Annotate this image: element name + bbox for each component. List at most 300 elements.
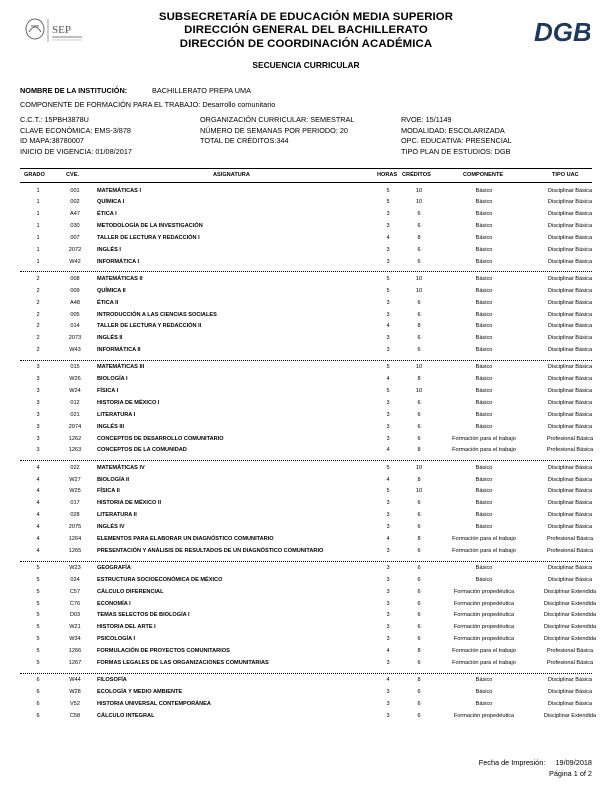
cell-horas: 5 (386, 364, 390, 371)
cell-clave: C58 (69, 712, 81, 719)
cell-creditos: 10 (415, 287, 423, 294)
cell-tipo-uac: Disciplinar Básica (547, 388, 593, 395)
meta-cct: C.C.T.: 15PBH3878U (20, 115, 89, 124)
cell-creditos: 8 (417, 234, 421, 241)
table-row (0, 488, 612, 499)
cell-tipo-uac: Disciplinar Básica (547, 246, 593, 253)
cell-asignatura: HISTORIA DEL ARTE I (97, 624, 156, 631)
cell-asignatura: QUÍMICA I (97, 199, 125, 206)
cell-creditos: 6 (417, 624, 421, 631)
cell-componente: Básico (475, 335, 493, 342)
table-top-rule (20, 168, 592, 169)
cell-horas: 3 (386, 335, 390, 342)
cell-grado: 4 (36, 464, 40, 471)
cell-componente: Básico (475, 423, 493, 430)
cell-componente: Formación propedéutica (453, 636, 515, 643)
cell-horas: 4 (386, 376, 390, 383)
cell-tipo-uac: Profesional Básica (546, 547, 594, 554)
cell-horas: 3 (386, 423, 390, 430)
cell-grado: 5 (36, 612, 40, 619)
cell-horas: 5 (386, 287, 390, 294)
cell-asignatura: CONCEPTOS DE DESARROLLO COMUNITARIO (97, 435, 224, 442)
cell-clave: 002 (70, 199, 80, 206)
cell-clave: 2072 (68, 246, 82, 253)
cell-clave: 1262 (68, 435, 82, 442)
cell-clave: 001 (70, 187, 80, 194)
cell-grado: 2 (36, 335, 40, 342)
cell-horas: 3 (386, 659, 390, 666)
cell-asignatura: QUÍMICA II (97, 287, 126, 294)
cell-creditos: 6 (417, 612, 421, 619)
cell-asignatura: CÁLCULO INTEGRAL (97, 712, 155, 719)
cell-grado: 1 (36, 234, 40, 241)
cell-creditos: 8 (417, 323, 421, 330)
cell-tipo-uac: Disciplinar Básica (547, 323, 593, 330)
table-row (0, 235, 612, 246)
table-row (0, 288, 612, 299)
cell-tipo-uac: Disciplinar Básica (547, 512, 593, 519)
cell-tipo-uac: Disciplinar Extendida (543, 588, 597, 595)
cell-componente: Básico (475, 677, 493, 684)
cell-asignatura: FORMAS LEGALES DE LAS ORGANIZACIONES COMUNITARIAS (97, 659, 269, 666)
cell-creditos: 10 (415, 275, 423, 282)
cell-creditos: 6 (417, 299, 421, 306)
table-row (0, 512, 612, 523)
print-date-label: Fecha de Impresión: (478, 758, 546, 767)
cell-asignatura: METODOLOGÍA DE LA INVESTIGACIÓN (97, 223, 203, 230)
cell-clave: W26 (69, 376, 81, 383)
cell-clave: 1263 (68, 447, 82, 454)
cell-tipo-uac: Disciplinar Básica (547, 335, 593, 342)
cell-grado: 2 (36, 323, 40, 330)
cell-clave: W44 (69, 677, 81, 684)
cell-grado: 1 (36, 246, 40, 253)
table-row (0, 276, 612, 287)
cell-componente: Básico (475, 223, 493, 230)
cell-componente: Formación para el trabajo (452, 447, 516, 454)
table-row (0, 323, 612, 334)
cell-grado: 5 (36, 636, 40, 643)
cell-grado: 3 (36, 388, 40, 395)
cell-grado: 3 (36, 411, 40, 418)
cell-asignatura: HISTORIA DE MÉXICO I (97, 399, 160, 406)
cell-creditos: 10 (415, 488, 423, 495)
cell-clave: W43 (69, 347, 81, 354)
cell-componente: Formación propedéutica (453, 588, 515, 595)
cell-tipo-uac: Disciplinar Básica (547, 376, 593, 383)
col-header-asignatura: ASIGNATURA (213, 172, 250, 178)
table-header-rule (20, 182, 592, 183)
cell-horas: 5 (386, 464, 390, 471)
cell-clave: 028 (70, 512, 80, 519)
meta-organizacion: ORGANIZACIÓN CURRICULAR: SEMESTRAL (200, 115, 355, 124)
cell-horas: 3 (386, 523, 390, 530)
cell-horas: 5 (386, 199, 390, 206)
cell-asignatura: HISTORIA UNIVERSAL CONTEMPORÁNEA (97, 700, 211, 707)
cell-asignatura: PSICOLOGÍA I (97, 636, 136, 643)
cell-componente: Básico (475, 700, 493, 707)
cell-asignatura: CONCEPTOS DE LA COMUNIDAD (97, 447, 187, 454)
cell-tipo-uac: Disciplinar Básica (547, 299, 593, 306)
cell-creditos: 6 (417, 246, 421, 253)
cell-tipo-uac: Disciplinar Básica (547, 488, 593, 495)
document-subtitle: SECUENCIA CURRICULAR (252, 60, 360, 71)
cell-clave: 022 (70, 464, 80, 471)
meta-rvoe: RVOE: 15/1149 (401, 115, 452, 124)
col-header-tipo-uac: TIPO UAC (552, 172, 579, 178)
cell-componente: Formación para el trabajo (452, 535, 516, 542)
cell-tipo-uac: Disciplinar Básica (547, 700, 593, 707)
table-row (0, 589, 612, 600)
cell-horas: 3 (386, 636, 390, 643)
cell-grado: 5 (36, 659, 40, 666)
cell-creditos: 6 (417, 411, 421, 418)
cell-componente: Básico (475, 689, 493, 695)
cell-componente: Básico (475, 187, 493, 194)
cell-grado: 6 (36, 689, 40, 695)
cell-horas: 3 (386, 223, 390, 230)
cell-horas: 4 (386, 476, 390, 483)
cell-asignatura: INGLÉS I (97, 246, 121, 253)
cell-creditos: 8 (417, 535, 421, 542)
dgb-logo-text: DGB (534, 17, 590, 46)
cell-tipo-uac: Disciplinar Extendida (543, 612, 597, 619)
col-header-componente: COMPONENTE (463, 172, 504, 178)
cell-horas: 3 (386, 211, 390, 218)
cell-asignatura: MATEMÁTICAS III (97, 364, 145, 371)
cell-asignatura: CÁLCULO DIFERENCIAL (97, 588, 164, 595)
cell-clave: C76 (69, 600, 81, 607)
cell-creditos: 10 (415, 187, 423, 194)
table-row (0, 689, 612, 700)
table-row (0, 400, 612, 411)
cell-asignatura: BIOLOGÍA I (97, 376, 128, 383)
cell-asignatura: LITERATURA I (97, 411, 136, 418)
cell-componente: Básico (475, 275, 493, 282)
table-row (0, 376, 612, 387)
cell-componente: Básico (475, 565, 493, 571)
cell-grado: 4 (36, 500, 40, 507)
table-row (0, 612, 612, 623)
semester-divider (20, 561, 592, 562)
table-row (0, 259, 612, 270)
semester-divider (20, 360, 592, 361)
table-row (0, 577, 612, 588)
table-row (0, 199, 612, 210)
cell-tipo-uac: Disciplinar Básica (547, 311, 593, 318)
meta-inicio-vigencia: INICIO DE VIGENCIA: 01/08/2017 (20, 146, 132, 156)
cell-creditos: 10 (415, 464, 423, 471)
cell-creditos: 6 (417, 223, 421, 230)
cell-grado: 1 (36, 187, 40, 194)
cell-tipo-uac: Profesional Básica (546, 435, 594, 442)
cell-grado: 5 (36, 588, 40, 595)
table-row (0, 536, 612, 547)
cell-grado: 4 (36, 547, 40, 554)
cell-tipo-uac: Disciplinar Básica (547, 399, 593, 406)
cell-componente: Básico (475, 246, 493, 253)
cell-horas: 3 (386, 311, 390, 318)
cell-creditos: 6 (417, 258, 421, 265)
cell-clave: 2073 (68, 335, 82, 342)
cell-tipo-uac: Disciplinar Básica (547, 199, 593, 206)
cell-horas: 3 (386, 624, 390, 631)
cell-componente: Básico (475, 311, 493, 318)
cell-grado: 1 (36, 223, 40, 230)
cell-componente: Formación propedéutica (453, 624, 515, 631)
cell-componente: Básico (475, 464, 493, 471)
cell-creditos: 8 (417, 677, 421, 684)
cell-grado: 5 (36, 565, 40, 571)
cell-asignatura: INFORMÁTICA I (97, 258, 140, 265)
cell-creditos: 6 (417, 600, 421, 607)
print-date-line (479, 758, 592, 767)
cell-componente: Básico (475, 323, 493, 330)
cell-tipo-uac: Disciplinar Básica (547, 258, 593, 265)
cell-clave: W28 (69, 689, 81, 695)
cell-horas: 3 (386, 547, 390, 554)
cell-clave: W34 (69, 636, 81, 643)
cell-asignatura: GEOGRAFÍA (97, 565, 131, 571)
cell-grado: 5 (36, 576, 40, 583)
col-header-grado: GRADO (24, 172, 45, 178)
cell-creditos: 6 (417, 523, 421, 530)
table-row (0, 601, 612, 612)
cell-tipo-uac: Disciplinar Básica (547, 275, 593, 282)
cell-asignatura: FORMULACIÓN DE PROYECTOS COMUNITARIOS (97, 647, 230, 654)
meta-semanas: NÚMERO DE SEMANAS POR PERIODO: 20 (200, 125, 348, 135)
cell-tipo-uac: Disciplinar Básica (547, 364, 593, 371)
cell-componente: Formación para el trabajo (452, 647, 516, 654)
cell-creditos: 6 (417, 335, 421, 342)
cell-horas: 3 (386, 399, 390, 406)
cell-clave: 2075 (68, 523, 82, 530)
table-row (0, 436, 612, 447)
cell-horas: 3 (386, 411, 390, 418)
cell-horas: 4 (386, 677, 390, 684)
cell-clave: 1267 (68, 659, 82, 666)
cell-tipo-uac: Profesional Básica (546, 447, 594, 454)
cell-creditos: 6 (417, 500, 421, 507)
cell-clave: 008 (70, 275, 80, 282)
meta-column-3 (401, 115, 512, 157)
cell-asignatura: INGLÉS IV (97, 523, 125, 530)
cell-tipo-uac: Disciplinar Básica (547, 464, 593, 471)
cell-clave: 1264 (68, 535, 82, 542)
cell-asignatura: TALLER DE LECTURA Y REDACCIÓN I (97, 234, 200, 241)
cell-horas: 3 (386, 612, 390, 619)
cell-creditos: 6 (417, 547, 421, 554)
table-row (0, 660, 612, 671)
table-row (0, 713, 612, 724)
cell-horas: 3 (386, 576, 390, 583)
cell-tipo-uac: Disciplinar Básica (547, 187, 593, 194)
cell-horas: 3 (386, 512, 390, 519)
col-header-creditos: CRÉDITOS (402, 172, 431, 178)
cell-grado: 3 (36, 423, 40, 430)
cell-horas: 5 (386, 388, 390, 395)
cell-clave: 1266 (68, 647, 82, 654)
cell-tipo-uac: Disciplinar Básica (547, 423, 593, 430)
meta-column-1 (20, 115, 132, 157)
cell-componente: Básico (475, 234, 493, 241)
cell-grado: 1 (36, 199, 40, 206)
cell-grado: 2 (36, 311, 40, 318)
meta-clave-economica: CLAVE ECONÓMICA: EMS-3/878 (20, 125, 131, 135)
cell-creditos: 8 (417, 447, 421, 454)
cell-componente: Formación propedéutica (453, 600, 515, 607)
cell-clave: 007 (70, 234, 80, 241)
cell-componente: Básico (475, 347, 493, 354)
cell-componente: Básico (475, 476, 493, 483)
table-row (0, 477, 612, 488)
cell-asignatura: INFORMÁTICA II (97, 347, 141, 354)
cell-grado: 1 (36, 258, 40, 265)
semester-divider (20, 460, 592, 461)
sep-logo-text: SEP (52, 24, 71, 36)
semester-divider (20, 271, 592, 272)
institution-name (20, 86, 251, 95)
cell-creditos: 6 (417, 588, 421, 595)
cell-clave: 015 (70, 364, 80, 371)
cell-grado: 5 (36, 624, 40, 631)
cell-componente: Formación para el trabajo (452, 659, 516, 666)
cell-grado: 2 (36, 287, 40, 294)
cell-clave: C57 (69, 588, 81, 595)
cell-clave: W23 (69, 565, 81, 571)
cell-componente: Básico (475, 199, 493, 206)
cell-horas: 5 (386, 275, 390, 282)
cell-tipo-uac: Disciplinar Básica (547, 523, 593, 530)
cell-tipo-uac: Disciplinar Extendida (543, 600, 597, 607)
meta-modalidad: MODALIDAD: ESCOLARIZADA (401, 125, 505, 135)
cell-grado: 1 (36, 211, 40, 218)
component-line: COMPONENTE DE FORMACIÓN PARA EL TRABAJO: Desarrollo comunitario (20, 100, 276, 109)
cell-tipo-uac: Disciplinar Básica (547, 234, 593, 241)
cell-grado: 4 (36, 512, 40, 519)
cell-creditos: 10 (415, 199, 423, 206)
cell-tipo-uac: Disciplinar Básica (547, 565, 593, 571)
table-row (0, 524, 612, 535)
cell-asignatura: ÉTICA I (97, 211, 117, 218)
cell-tipo-uac: Disciplinar Extendida (543, 624, 597, 631)
cell-creditos: 8 (417, 476, 421, 483)
cell-creditos: 6 (417, 399, 421, 406)
cell-creditos: 6 (417, 211, 421, 218)
table-row (0, 412, 612, 423)
cell-tipo-uac: Profesional Básica (546, 535, 594, 542)
cell-clave: W25 (69, 488, 81, 495)
cell-clave: 030 (70, 223, 80, 230)
cell-horas: 3 (386, 689, 390, 695)
cell-horas: 3 (386, 700, 390, 707)
cell-tipo-uac: Disciplinar Extendida (543, 636, 597, 643)
cell-clave: A47 (70, 211, 80, 218)
cell-asignatura: FÍSICA II (97, 488, 120, 495)
cell-asignatura: TEMAS SELECTOS DE BIOLOGÍA I (97, 612, 190, 619)
cell-tipo-uac: Disciplinar Básica (547, 211, 593, 218)
table-row (0, 624, 612, 635)
cell-asignatura: HISTORIA DE MÉXICO II (97, 500, 162, 507)
table-row (0, 447, 612, 458)
cell-clave: D03 (69, 612, 81, 619)
cell-asignatura: MATEMÁTICAS II (97, 275, 143, 282)
cell-clave: W24 (69, 388, 81, 395)
cell-horas: 3 (386, 500, 390, 507)
cell-horas: 3 (386, 600, 390, 607)
cell-asignatura: FILOSOFÍA (97, 677, 127, 684)
cell-componente: Básico (475, 364, 493, 371)
table-row (0, 223, 612, 234)
cell-asignatura: FÍSICA I (97, 388, 119, 395)
table-row (0, 188, 612, 199)
cell-asignatura: ECONOMÍA I (97, 600, 131, 607)
title-line-1: SUBSECRETARÍA DE EDUCACIÓN MEDIA SUPERIOR (158, 11, 454, 23)
cell-clave: W42 (69, 258, 81, 265)
cell-componente: Básico (475, 512, 493, 519)
table-row (0, 300, 612, 311)
cell-grado: 3 (36, 364, 40, 371)
cell-tipo-uac: Disciplinar Básica (547, 576, 593, 583)
cell-tipo-uac: Disciplinar Básica (547, 677, 593, 684)
cell-horas: 4 (386, 447, 390, 454)
cell-componente: Básico (475, 211, 493, 218)
cell-asignatura: ÉTICA II (97, 299, 119, 306)
cell-grado: 5 (36, 647, 40, 654)
table-row (0, 335, 612, 346)
cell-creditos: 6 (417, 565, 421, 571)
cell-grado: 2 (36, 275, 40, 282)
cell-creditos: 6 (417, 659, 421, 666)
cell-grado: 2 (36, 299, 40, 306)
cell-grado: 5 (36, 600, 40, 607)
cell-tipo-uac: Disciplinar Básica (547, 411, 593, 418)
cell-horas: 3 (386, 246, 390, 253)
cell-horas: 3 (386, 258, 390, 265)
meta-tipo-plan: TIPO PLAN DE ESTUDIOS: DGB (401, 146, 511, 156)
cell-clave: 005 (70, 311, 80, 318)
cell-componente: Formación para el trabajo (452, 547, 516, 554)
cell-grado: 3 (36, 435, 40, 442)
cell-horas: 5 (386, 187, 390, 194)
cell-tipo-uac: Profesional Básica (546, 659, 594, 666)
cell-grado: 2 (36, 347, 40, 354)
document-header (0, 11, 612, 70)
cell-asignatura: MATEMÁTICAS I (97, 187, 142, 194)
cell-componente: Formación para el trabajo (452, 435, 516, 442)
cell-creditos: 6 (417, 700, 421, 707)
title-line-2: DIRECCIÓN GENERAL DEL BACHILLERATO (184, 24, 428, 37)
cell-horas: 4 (386, 234, 390, 241)
semester-divider (20, 673, 592, 674)
table-row (0, 424, 612, 435)
cell-clave: V52 (70, 700, 80, 707)
cell-clave: 024 (70, 576, 80, 583)
cell-asignatura: ESTRUCTURA SOCIOECONÓMICA DE MÉXICO (97, 576, 223, 583)
cell-creditos: 6 (417, 347, 421, 354)
cell-asignatura: BIOLOGÍA II (97, 476, 130, 483)
cell-componente: Básico (475, 411, 493, 418)
cell-asignatura: MATEMÁTICAS IV (97, 464, 145, 471)
cell-asignatura: INTRODUCCIÓN A LAS CIENCIAS SOCIALES (97, 311, 217, 318)
cell-creditos: 10 (415, 388, 423, 395)
cell-horas: 5 (386, 488, 390, 495)
cell-componente: Formación propedéutica (453, 612, 515, 619)
cell-clave: 021 (70, 411, 80, 418)
cell-creditos: 6 (417, 423, 421, 430)
cell-asignatura: PRESENTACIÓN Y ANÁLISIS DE RESULTADOS DE UN DIAGNÓSTICO COMUNITARIO (97, 547, 324, 554)
cell-grado: 6 (36, 700, 40, 707)
